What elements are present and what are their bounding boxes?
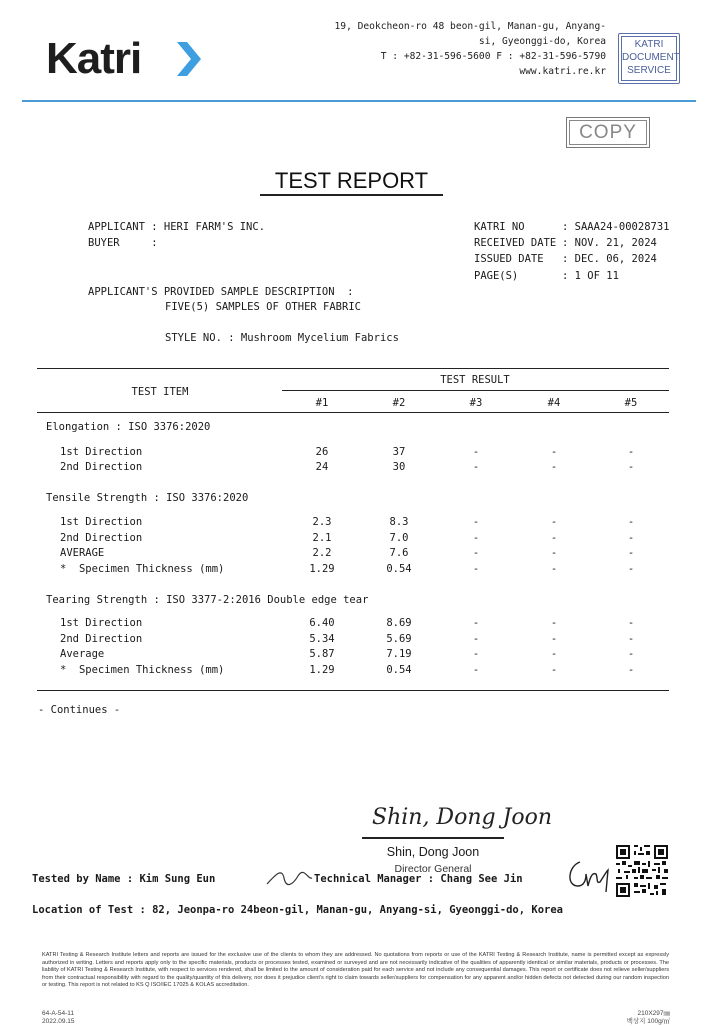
cell-value: 5.69 [386,633,412,645]
cell-value: 24 [315,461,329,473]
manager-initial-signature [264,864,314,890]
row-label: 1st Direction [60,516,143,528]
logo-text: Katri [46,34,142,83]
style-label: STYLE NO. [165,332,222,344]
row-label: 2nd Direction [60,633,143,645]
table-header-bottom-rule [37,412,669,413]
cell-value: 0.54 [386,563,412,575]
paper-weight: 백상지 100g/㎡ [626,1018,670,1025]
cell-value: 1.29 [309,563,335,575]
received-value-row: : NOV. 21, 2024 [562,237,657,249]
sample-description-label: APPLICANT'S PROVIDED SAMPLE DESCRIPTION : [88,286,354,298]
cell-value: 2.3 [312,516,332,528]
signature-script: Shin, Dong Joon [372,805,553,830]
cell-value: 37 [392,446,406,458]
cell-value: - [627,563,635,575]
style-row: STYLE NO. : Mushroom Mycelium Fabrics [165,332,399,344]
cell-value: - [472,648,480,660]
header-divider [22,100,696,102]
technical-manager: Technical Manager : Chang See Jin [314,873,523,885]
manager-signature [562,852,616,896]
cell-value: - [550,648,558,660]
row-label: 2nd Direction [60,461,143,473]
sample-col-header: #3 [469,397,483,409]
form-code: 64-A-54-11 [42,1010,75,1017]
cell-value: - [550,446,558,458]
pages-value-row: : 1 OF 11 [562,270,619,282]
applicant-row: APPLICANT : HERI FARM'S INC. [88,221,266,233]
row-label: Average [60,648,105,660]
paper-size: 210X297㎜ [637,1010,670,1017]
cell-value: - [627,664,635,676]
style-value: Mushroom Mycelium Fabrics [240,332,399,344]
chevron-right-icon [175,40,203,78]
signature-line [362,837,504,839]
cell-value: - [472,516,480,528]
cell-value: - [472,532,480,544]
cell-value: - [472,461,480,473]
received-value: NOV. 21, 2024 [574,237,657,249]
cell-value: - [550,664,558,676]
row-label: 2nd Direction [60,532,143,544]
cell-value: - [550,563,558,575]
section-title: Tearing Strength : ISO 3377-2:2016 Double edge tear [46,594,369,606]
cell-value: 2.1 [312,532,332,544]
continues-note: - Continues - [38,704,121,716]
cell-value: - [550,633,558,645]
cell-value: - [550,516,558,528]
row-label: 1st Direction [60,617,143,629]
row-label: * Specimen Thickness (mm) [60,563,225,575]
address-line: www.katri.re.kr [519,66,606,77]
cell-value: 7.6 [389,547,409,559]
sample-col-header: #5 [624,397,638,409]
table-top-rule [37,368,669,369]
buyer-label: BUYER [88,237,120,249]
cell-value: - [550,617,558,629]
issued-label: ISSUED DATE [474,253,544,265]
katri-logo [46,34,141,84]
row-label: 1st Direction [60,446,143,458]
cell-value: - [472,563,480,575]
legal-disclaimer: KATRI Testing & Research Institute letters and reports are issued for the exclusive use of the clients to whom they are addressed. No quotations from reports or use of the KATRI Testing & Research Institute, name is permitted except as expressly authorized in writing. Letters and reports apply only to the specific materials, products or processes tested, examined or surveyed and are not necessarily indicative of the qualities of apparently identical or similar materials, products or processes. The liability of KATRI Testing & Research Institute, with respect to services rendered, shall be limited to the amount of consideration paid for each service and not include any consequential damages. This report or certificate does not relieve seller/suppliers from their contractual responsibility with regard to the quality/quantity of this delivery, nor does it prejudice client's right to claim towards seller/suppliers for compensation for any apparent and/or hidden defects not detected during our random inspection or testing. This report is not related to KS Q ISO/IEC 17025 & KOLAS accreditation. [42,952,669,988]
cell-value: - [550,547,558,559]
katri-no-label: KATRI NO [474,221,525,233]
cell-value: 2.2 [312,547,332,559]
sample-description-value: FIVE(5) SAMPLES OF OTHER FABRIC [165,301,361,313]
cell-value: 6.40 [309,617,335,629]
cell-value: - [627,617,635,629]
qr-code-icon [616,845,668,897]
cell-value: 8.3 [389,516,409,528]
sample-col-header: #4 [547,397,561,409]
cell-value: 8.69 [386,617,412,629]
cell-value: - [627,516,635,528]
issued-value-row: : DEC. 06, 2024 [562,253,657,265]
buyer-row: BUYER : [88,237,164,249]
address-line: si, Gyeonggi-do, Korea [478,36,606,47]
col-test-result: TEST RESULT [440,374,510,386]
title-underline [260,194,443,196]
cell-value: 26 [315,446,329,458]
stamp-line: SERVICE [627,65,671,76]
tested-by: Tested by Name : Kim Sung Eun [32,873,216,885]
cell-value: - [472,633,480,645]
address-line: T : +82-31-596-5600 F : +82-31-596-5790 [380,51,606,62]
col-test-item: TEST ITEM [131,386,189,398]
cell-value: - [627,547,635,559]
katri-no-value: SAAA24-00028731 [574,221,670,233]
katri-document-service-stamp [618,33,680,84]
pages-value: 1 OF 11 [574,270,619,282]
cell-value: 0.54 [386,664,412,676]
address-line: 19, Deokcheon-ro 48 beon-gil, Manan-gu, Anyang- [334,21,606,32]
cell-value: 5.34 [309,633,335,645]
received-label: RECEIVED DATE [474,237,557,249]
katri-no-value-row: : SAAA24-00028731 [562,221,670,233]
stamp-line: DOCUMENT [622,52,680,63]
section-title: Tensile Strength : ISO 3376:2020 [46,492,249,504]
issued-value: DEC. 06, 2024 [574,253,657,265]
table-header-rule [282,390,669,391]
cell-value: - [627,633,635,645]
cell-value: - [472,617,480,629]
cell-value: - [550,532,558,544]
pages-label: PAGE(S) [474,270,519,282]
applicant-label: APPLICANT [88,221,145,233]
cell-value: 30 [392,461,406,473]
cell-value: - [627,446,635,458]
cell-value: - [472,664,480,676]
company-address [320,19,606,79]
copy-stamp [566,117,650,148]
signer-name: Shin, Dong Joon [386,845,480,859]
section-title: Elongation : ISO 3376:2020 [46,421,211,433]
cell-value: 7.0 [389,532,409,544]
cell-value: - [550,461,558,473]
cell-value: - [627,648,635,660]
form-date: 2022.09.15 [42,1018,75,1025]
location-of-test: Location of Test : 82, Jeonpa-ro 24beon-gil, Manan-gu, Anyang-si, Gyeonggi-do, Korea [32,904,564,916]
sample-col-header: #1 [315,397,329,409]
sample-col-header: #2 [392,397,406,409]
cell-value: - [472,547,480,559]
cell-value: 7.19 [386,648,412,660]
cell-value: 1.29 [309,664,335,676]
report-title: TEST REPORT [274,168,429,193]
copy-label: COPY [569,120,647,145]
row-label: * Specimen Thickness (mm) [60,664,225,676]
table-bottom-rule [37,690,669,691]
director-signature [368,792,553,836]
stamp-line: KATRI [634,39,664,50]
cell-value: - [627,461,635,473]
cell-value: 5.87 [309,648,335,660]
row-label: AVERAGE [60,547,105,559]
applicant-value: HERI FARM'S INC. [163,221,266,233]
signer-position: Director General [394,863,472,875]
cell-value: - [627,532,635,544]
cell-value: - [472,446,480,458]
